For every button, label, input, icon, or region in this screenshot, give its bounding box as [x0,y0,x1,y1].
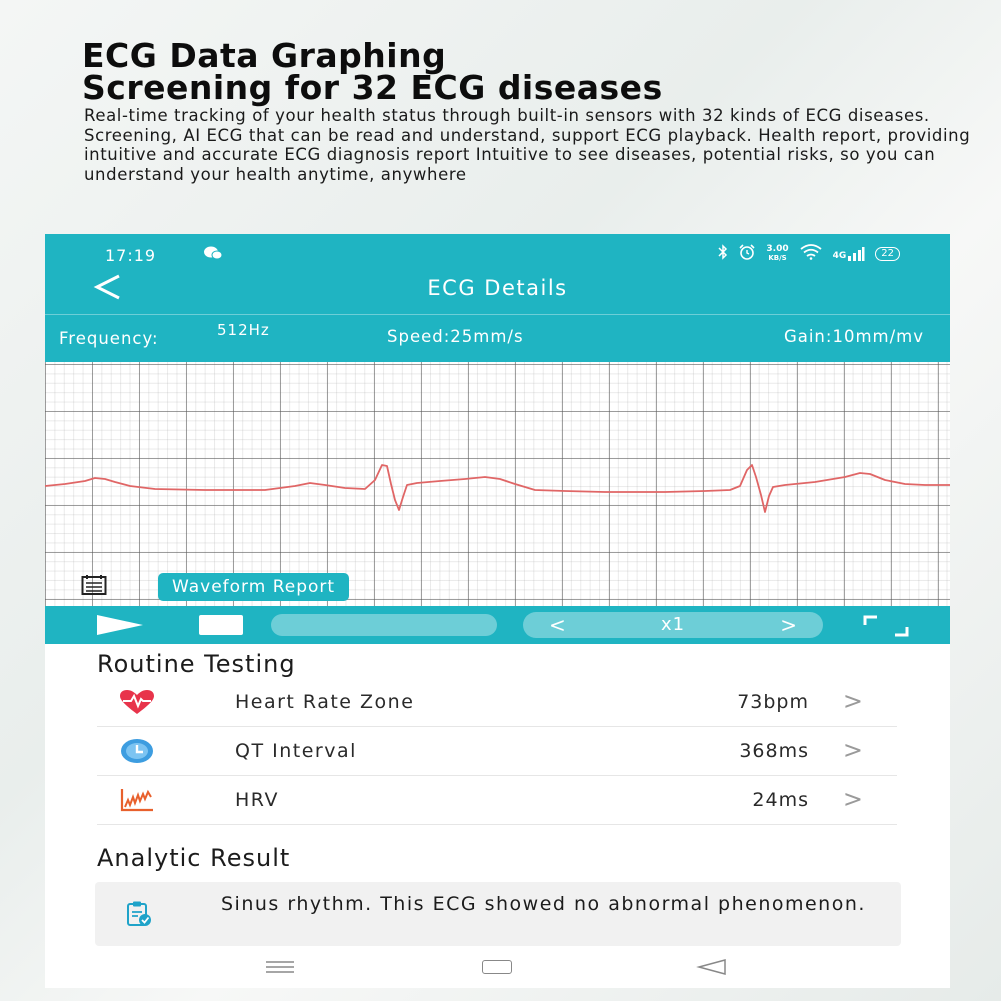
frequency-label: Frequency: [59,329,159,348]
bluetooth-icon [718,244,728,264]
wifi-icon [799,244,823,264]
system-nav-bar [45,946,950,988]
hrv-chart-icon [119,787,155,813]
metric-value: 24ms [752,789,809,811]
signal-icon [833,247,866,261]
menu-icon[interactable] [265,960,295,974]
home-icon[interactable] [482,960,512,974]
playback-progress[interactable] [271,614,497,636]
stop-button[interactable] [199,615,243,635]
alarm-icon [738,244,756,264]
app-header [45,234,950,362]
chevron-right-icon: > [842,687,863,715]
fullscreen-icon[interactable] [863,615,909,637]
clock-icon [119,738,155,764]
gain-param: Gain:10mm/mv [783,327,924,346]
speed-decrease-button[interactable]: < [549,613,566,637]
analytic-result-text: Sinus rhythm. This ECG showed no abnormal phenomenon. [221,893,866,915]
report-list-icon[interactable] [81,575,107,595]
chat-icon [203,245,223,265]
metric-value: 368ms [739,740,809,762]
clipboard-check-icon [125,900,153,928]
routine-testing-title: Routine Testing [97,650,296,678]
frequency-value: 512Hz [217,321,270,339]
net-speed-unit: KB/S [768,254,787,262]
speed-increase-button[interactable]: > [780,613,797,637]
net-speed [766,245,788,263]
metric-row-qt-interval[interactable] [97,728,897,776]
chevron-right-icon: > [842,785,863,813]
speed-selector[interactable] [523,612,823,638]
promo-description: Real-time tracking of your health status through built-in sensors with 32 kinds of ECG diseases. Screening, AI ECG that can be read and understand, support ECG playback. Health report, providing intuitive and accurate ECG diagnosis report Intuitive to see diseases, potential risks, so you can understand your health anytime, anywhere [84,106,971,184]
metric-label: HRV [235,789,279,811]
status-icons [718,244,900,264]
network-type: 4G [832,251,847,261]
metric-label: Heart Rate Zone [235,691,415,713]
waveform-report-button[interactable]: Waveform Report [158,573,349,601]
playback-controls [45,606,950,644]
play-button[interactable] [97,615,143,635]
heart-rate-icon [119,689,155,715]
chevron-right-icon: > [842,736,863,764]
phone-screen [45,234,950,988]
status-time: 17:19 [105,246,157,265]
ecg-trace [45,465,950,512]
battery-icon: 22 [875,247,900,261]
metric-label: QT Interval [235,740,357,762]
back-triangle-icon[interactable] [695,958,729,976]
ecg-params [45,314,950,362]
screen-title: ECG Details [427,276,568,300]
speed-param: Speed:25mm/s [387,327,524,346]
metric-row-hrv[interactable] [97,777,897,825]
ecg-grid[interactable] [45,362,950,606]
analytic-result-card [95,882,901,946]
promo-title [82,36,982,107]
analytic-result-title: Analytic Result [97,844,291,872]
promo-title-line2: Screening for 32 ECG diseases [82,68,663,107]
speed-value: x1 [660,614,686,635]
net-speed-value: 3.00 [766,244,789,254]
promo-title-line1: ECG Data Graphing [82,36,447,75]
ecg-waveform [45,362,950,606]
metric-value: 73bpm [737,691,809,713]
metric-row-heart-rate[interactable] [97,679,897,727]
